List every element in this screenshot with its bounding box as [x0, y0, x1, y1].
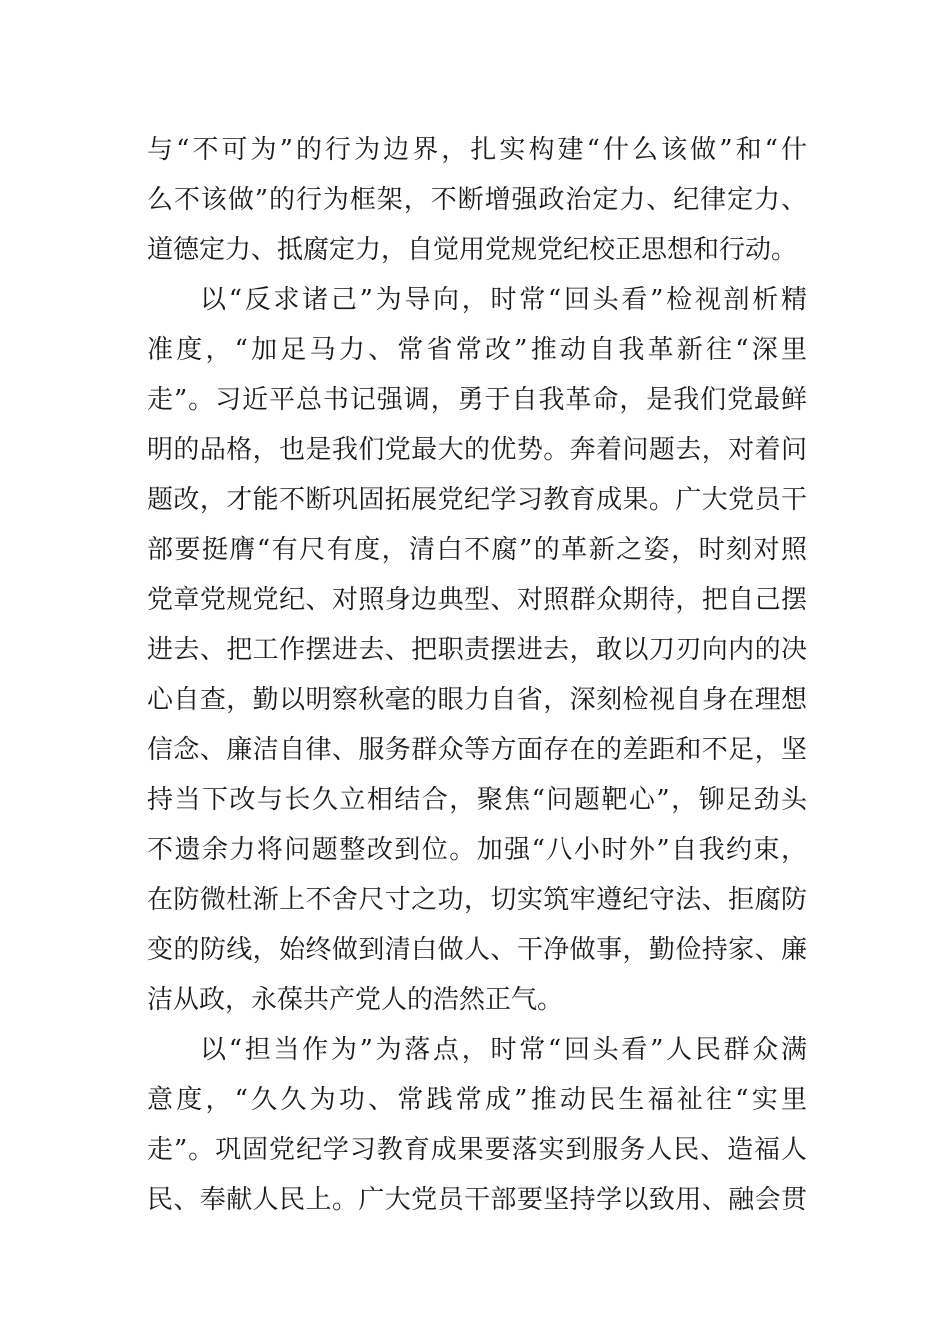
text-line: 进去、把工作摆进去、把职责摆进去，敢以刀刃向内的决 [147, 635, 807, 665]
text-line: 信念、廉洁自律、服务群众等方面存在的差距和不足，坚 [147, 735, 807, 765]
text-line: 走”。习近平总书记强调，勇于自我革命，是我们党最鲜 [147, 385, 807, 415]
text-line: 走”。巩固党纪学习教育成果要落实到服务人民、造福人 [147, 1135, 807, 1165]
text-line: 不遗余力将问题整改到位。加强“八小时外”自我约束， [147, 835, 807, 865]
paragraph-first-line: 以“反求诸己”为导向，时常“回头看”检视剖析精 [200, 285, 807, 315]
text-line: 变的防线，始终做到清白做人、干净做事，勤俭持家、廉 [147, 935, 807, 965]
text-line: 准度，“加足马力、常省常改”推动自我革新往“深里 [147, 335, 807, 365]
text-line: 洁从政，永葆共产党人的浩然正气。 [147, 985, 564, 1015]
text-line: 民、奉献人民上。广大党员干部要坚持学以致用、融会贯 [147, 1185, 807, 1215]
text-line: 道德定力、抵腐定力，自觉用党规党纪校正思想和行动。 [147, 235, 798, 265]
paragraph-first-line: 以“担当作为”为落点，时常“回头看”人民群众满 [200, 1035, 807, 1065]
text-line: 在防微杜渐上不舍尺寸之功，切实筑牢遵纪守法、拒腐防 [147, 885, 807, 915]
text-line: 持当下改与长久立相结合，聚焦“问题靶心”，铆足劲头 [147, 785, 807, 815]
text-line: 党章党规党纪、对照身边典型、对照群众期待，把自己摆 [147, 585, 807, 615]
text-line: 明的品格，也是我们党最大的优势。奔着问题去，对着问 [147, 435, 807, 465]
text-line: 么不该做”的行为框架，不断增强政治定力、纪律定力、 [147, 185, 807, 215]
text-line: 题改，才能不断巩固拓展党纪学习教育成果。广大党员干 [147, 485, 807, 515]
text-line: 与“不可为”的行为边界，扎实构建“什么该做”和“什 [147, 135, 807, 165]
text-line: 部要挺膺“有尺有度，清白不腐”的革新之姿，时刻对照 [147, 535, 807, 565]
text-line: 意度，“久久为功、常践常成”推动民生福祉往“实里 [147, 1085, 807, 1115]
text-line: 心自查，勤以明察秋毫的眼力自省，深刻检视自身在理想 [147, 685, 807, 715]
